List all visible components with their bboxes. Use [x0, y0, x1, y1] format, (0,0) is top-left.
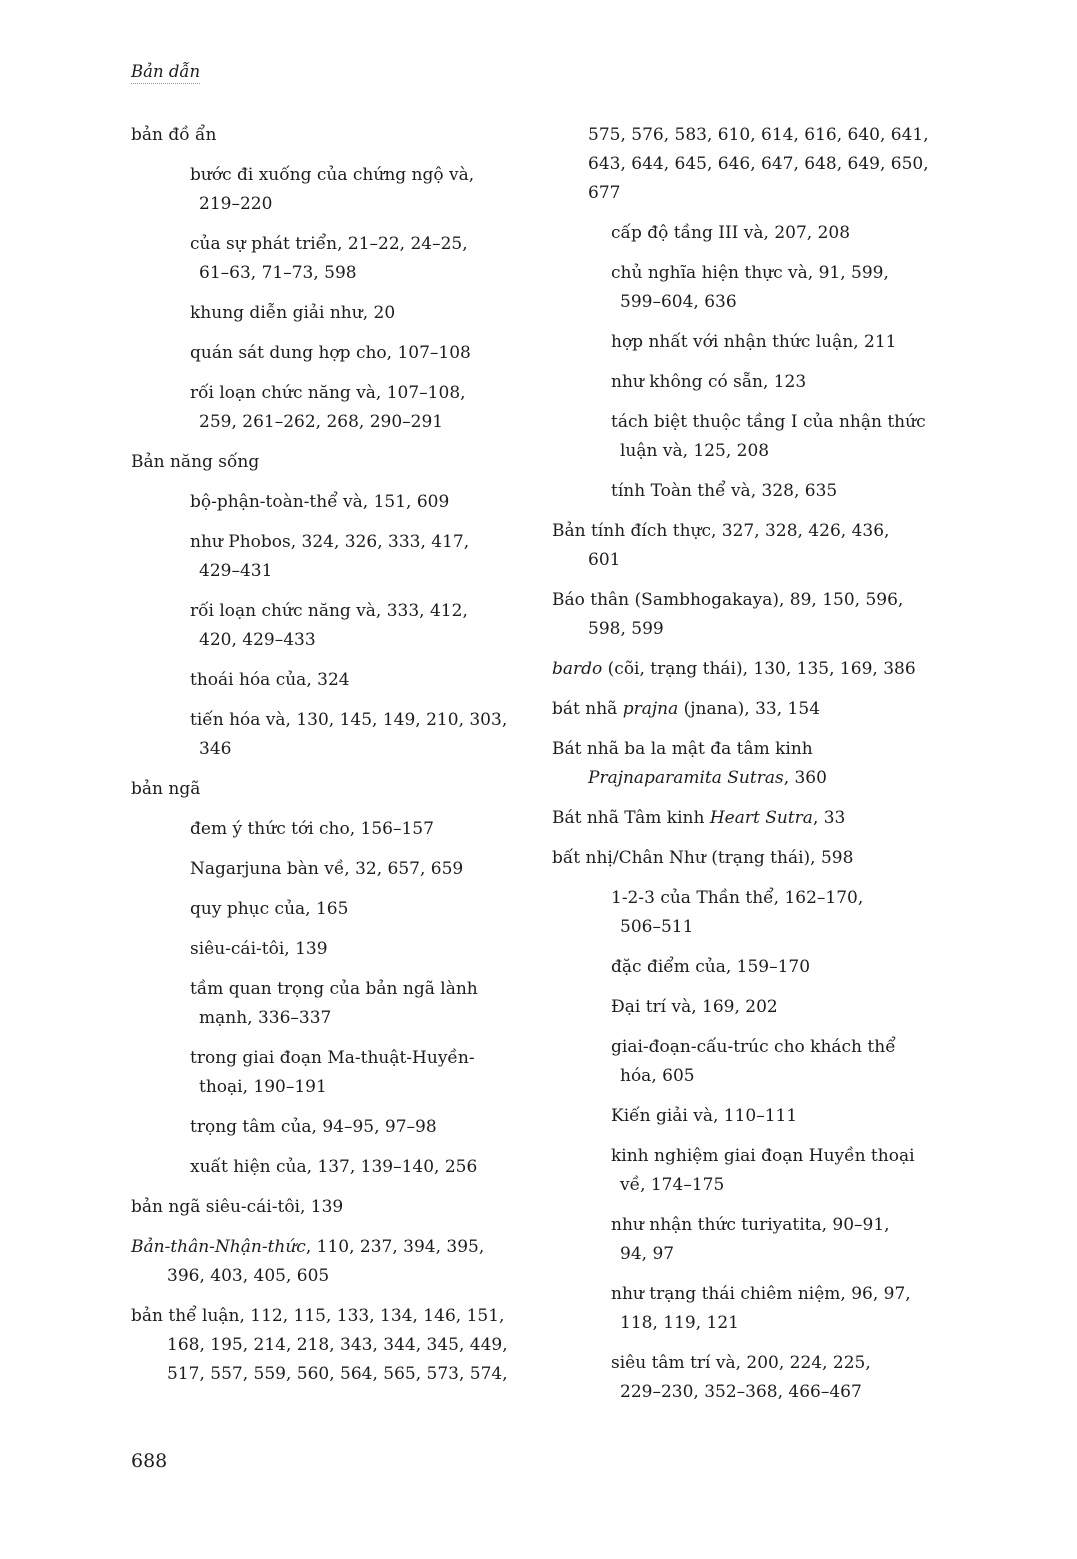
index-entry-text: như Phobos, 324, 326, 333, 417, — [190, 532, 470, 552]
index-entry-text: 506–511 — [620, 917, 694, 937]
index-entry-text: 94, 97 — [620, 1244, 675, 1264]
index-entry — [131, 379, 521, 437]
index-entry-text: quán sát dung hợp cho, 107–108 — [190, 343, 471, 363]
index-entry-text: 420, 429–433 — [199, 630, 316, 650]
index-column-left — [131, 121, 521, 1400]
index-entry-text: thoại, 190–191 — [199, 1077, 327, 1097]
index-entry-text: 118, 119, 121 — [620, 1313, 739, 1333]
index-entry-text: bản thể luận, 112, 115, 133, 134, 146, 151, — [131, 1306, 505, 1326]
index-entry — [131, 1302, 521, 1389]
index-entry-text: Nagarjuna bàn về, 32, 657, 659 — [190, 859, 464, 879]
running-header: Bản dẫn — [131, 62, 200, 84]
index-entry — [131, 1113, 521, 1142]
index-entry — [552, 1349, 942, 1407]
index-entry-text: , 360 — [783, 768, 827, 788]
index-entry — [131, 1193, 521, 1222]
index-entry — [552, 477, 942, 506]
index-entry — [131, 597, 521, 655]
index-entry — [552, 368, 942, 397]
index-entry-text: khung diễn giải như, 20 — [190, 303, 396, 323]
index-entry-text: luận và, 125, 208 — [620, 441, 770, 461]
index-entry-text: 575, 576, 583, 610, 614, 616, 640, 641, — [588, 125, 929, 145]
index-entry-text: bản ngã — [131, 779, 201, 799]
index-entry — [552, 1033, 942, 1091]
index-entry-text: 1-2-3 của Thần thể, 162–170, — [611, 888, 864, 908]
index-entry — [131, 1153, 521, 1182]
index-entry — [552, 804, 942, 833]
index-entry-text: Đại trí và, 169, 202 — [611, 997, 778, 1017]
index-entry-text: tiến hóa và, 130, 145, 149, 210, 303, — [190, 710, 508, 730]
index-entry-text: như không có sẵn, 123 — [611, 372, 807, 392]
index-entry — [131, 706, 521, 764]
index-entry-text: Bản năng sống — [131, 452, 260, 472]
index-entry-text: bản ngã siêu-cái-tôi, 139 — [131, 1197, 344, 1217]
index-entry — [131, 1044, 521, 1102]
index-entry-text: như trạng thái chiêm niệm, 96, 97, — [611, 1284, 911, 1304]
index-column-right — [552, 121, 942, 1418]
index-entry-text: cấp độ tầng III và, 207, 208 — [611, 223, 851, 243]
index-entry — [552, 1102, 942, 1131]
index-entry-text: bước đi xuống của chứng ngộ và, — [190, 165, 475, 185]
index-entry-text: (jnana), 33, 154 — [678, 699, 821, 719]
index-entry-text: 229–230, 352–368, 466–467 — [620, 1382, 862, 1402]
index-entry — [131, 666, 521, 695]
index-entry-italic-term: prajna — [622, 699, 679, 719]
index-entry-text: 598, 599 — [588, 619, 664, 639]
index-entry — [131, 339, 521, 368]
index-entry-text: siêu-cái-tôi, 139 — [190, 939, 328, 959]
index-entry — [552, 1280, 942, 1338]
index-entry-text: bản đồ ẩn — [131, 125, 217, 145]
index-entry-text: Bát nhã ba la mật đa tâm kinh — [552, 739, 813, 759]
index-entry-text: hợp nhất với nhận thức luận, 211 — [611, 332, 897, 352]
index-entry — [131, 230, 521, 288]
index-entry — [552, 1211, 942, 1269]
index-entry — [552, 1142, 942, 1200]
index-entry-text: trọng tâm của, 94–95, 97–98 — [190, 1117, 437, 1137]
index-entry — [552, 655, 942, 684]
index-entry — [131, 121, 521, 150]
index-entry-text: quy phục của, 165 — [190, 899, 349, 919]
index-entry-text: 517, 557, 559, 560, 564, 565, 573, 574, — [167, 1364, 508, 1384]
index-entry — [552, 586, 942, 644]
index-entry — [131, 855, 521, 884]
index-entry-text: bộ-phận-toàn-thể và, 151, 609 — [190, 492, 450, 512]
index-entry — [131, 528, 521, 586]
index-entry — [131, 815, 521, 844]
index-entry-text: rối loạn chức năng và, 107–108, — [190, 383, 466, 403]
index-entry-italic-term: Prajnaparamita Sutras — [588, 768, 784, 788]
index-entry — [552, 695, 942, 724]
index-entry-text: 219–220 — [199, 194, 273, 214]
index-entry-text: chủ nghĩa hiện thực và, 91, 599, — [611, 263, 889, 283]
index-entry-text: đem ý thức tới cho, 156–157 — [190, 819, 434, 839]
index-entry-text: Bản tính đích thực, 327, 328, 426, 436, — [552, 521, 890, 541]
index-entry-text: Bát nhã Tâm kinh — [552, 808, 710, 828]
index-entry-text: giai-đoạn-cấu-trúc cho khách thể — [611, 1037, 896, 1057]
index-entry-text: 599–604, 636 — [620, 292, 737, 312]
index-entry-text: xuất hiện của, 137, 139–140, 256 — [190, 1157, 478, 1177]
index-entry-text: 677 — [588, 183, 621, 203]
index-entry — [131, 895, 521, 924]
index-entry-text: tách biệt thuộc tầng I của nhận thức — [611, 412, 926, 432]
index-entry — [552, 735, 942, 793]
index-entry — [131, 299, 521, 328]
index-entry-text: 61–63, 71–73, 598 — [199, 263, 357, 283]
index-entry — [552, 884, 942, 942]
index-entry-text: bất nhị/Chân Như (trạng thái), 598 — [552, 848, 854, 868]
index-entry-text: thoái hóa của, 324 — [190, 670, 350, 690]
index-entry — [552, 219, 942, 248]
index-entry-italic-term: Bản-thân-Nhận-thức — [131, 1237, 306, 1257]
index-entry-text: kinh nghiệm giai đoạn Huyền thoại — [611, 1146, 915, 1166]
index-entry — [552, 953, 942, 982]
index-entry-text: 429–431 — [199, 561, 273, 581]
index-entry-text: hóa, 605 — [620, 1066, 695, 1086]
index-entry-text: 643, 644, 645, 646, 647, 648, 649, 650, — [588, 154, 929, 174]
index-entry-text: trong giai đoạn Ma-thuật-Huyền- — [190, 1048, 475, 1068]
index-entry-italic-term: Heart Sutra — [709, 808, 813, 828]
index-entry — [131, 448, 521, 477]
index-entry — [131, 161, 521, 219]
index-entry — [131, 775, 521, 804]
index-entry-italic-term: bardo — [552, 659, 603, 679]
index-entry-text: 601 — [588, 550, 621, 570]
index-entry — [552, 328, 942, 357]
index-entry — [552, 121, 942, 208]
index-entry — [552, 408, 942, 466]
index-entry — [131, 975, 521, 1033]
index-entry-text: (cõi, trạng thái), 130, 135, 169, 386 — [602, 659, 916, 679]
index-entry-text: rối loạn chức năng và, 333, 412, — [190, 601, 468, 621]
index-entry — [552, 259, 942, 317]
index-entry — [552, 844, 942, 873]
index-entry — [131, 935, 521, 964]
index-entry-text: như nhận thức turiyatita, 90–91, — [611, 1215, 890, 1235]
index-entry-text: mạnh, 336–337 — [199, 1008, 332, 1028]
index-entry-text: của sự phát triển, 21–22, 24–25, — [190, 234, 468, 254]
index-columns — [131, 121, 942, 1418]
index-entry-text: đặc điểm của, 159–170 — [611, 957, 811, 977]
index-entry-text: , 33 — [812, 808, 846, 828]
index-entry-text: , 110, 237, 394, 395, — [305, 1237, 485, 1257]
index-entry-text: 168, 195, 214, 218, 343, 344, 345, 449, — [167, 1335, 508, 1355]
index-entry — [552, 993, 942, 1022]
index-entry — [552, 517, 942, 575]
index-entry-text: siêu tâm trí và, 200, 224, 225, — [611, 1353, 871, 1373]
index-entry-text: về, 174–175 — [620, 1175, 725, 1195]
index-entry — [131, 1233, 521, 1291]
index-entry — [131, 488, 521, 517]
index-entry-text: tính Toàn thể và, 328, 635 — [611, 481, 838, 501]
index-entry-text: Kiến giải và, 110–111 — [611, 1106, 798, 1126]
index-entry-text: bát nhã — [552, 699, 623, 719]
index-entry-text: tầm quan trọng của bản ngã lành — [190, 979, 478, 999]
index-entry-text: 259, 261–262, 268, 290–291 — [199, 412, 444, 432]
index-entry-text: 346 — [199, 739, 232, 759]
index-entry-text: Báo thân (Sambhogakaya), 89, 150, 596, — [552, 590, 904, 610]
index-entry-text: 396, 403, 405, 605 — [167, 1266, 330, 1286]
page-number: 688 — [131, 1450, 168, 1472]
